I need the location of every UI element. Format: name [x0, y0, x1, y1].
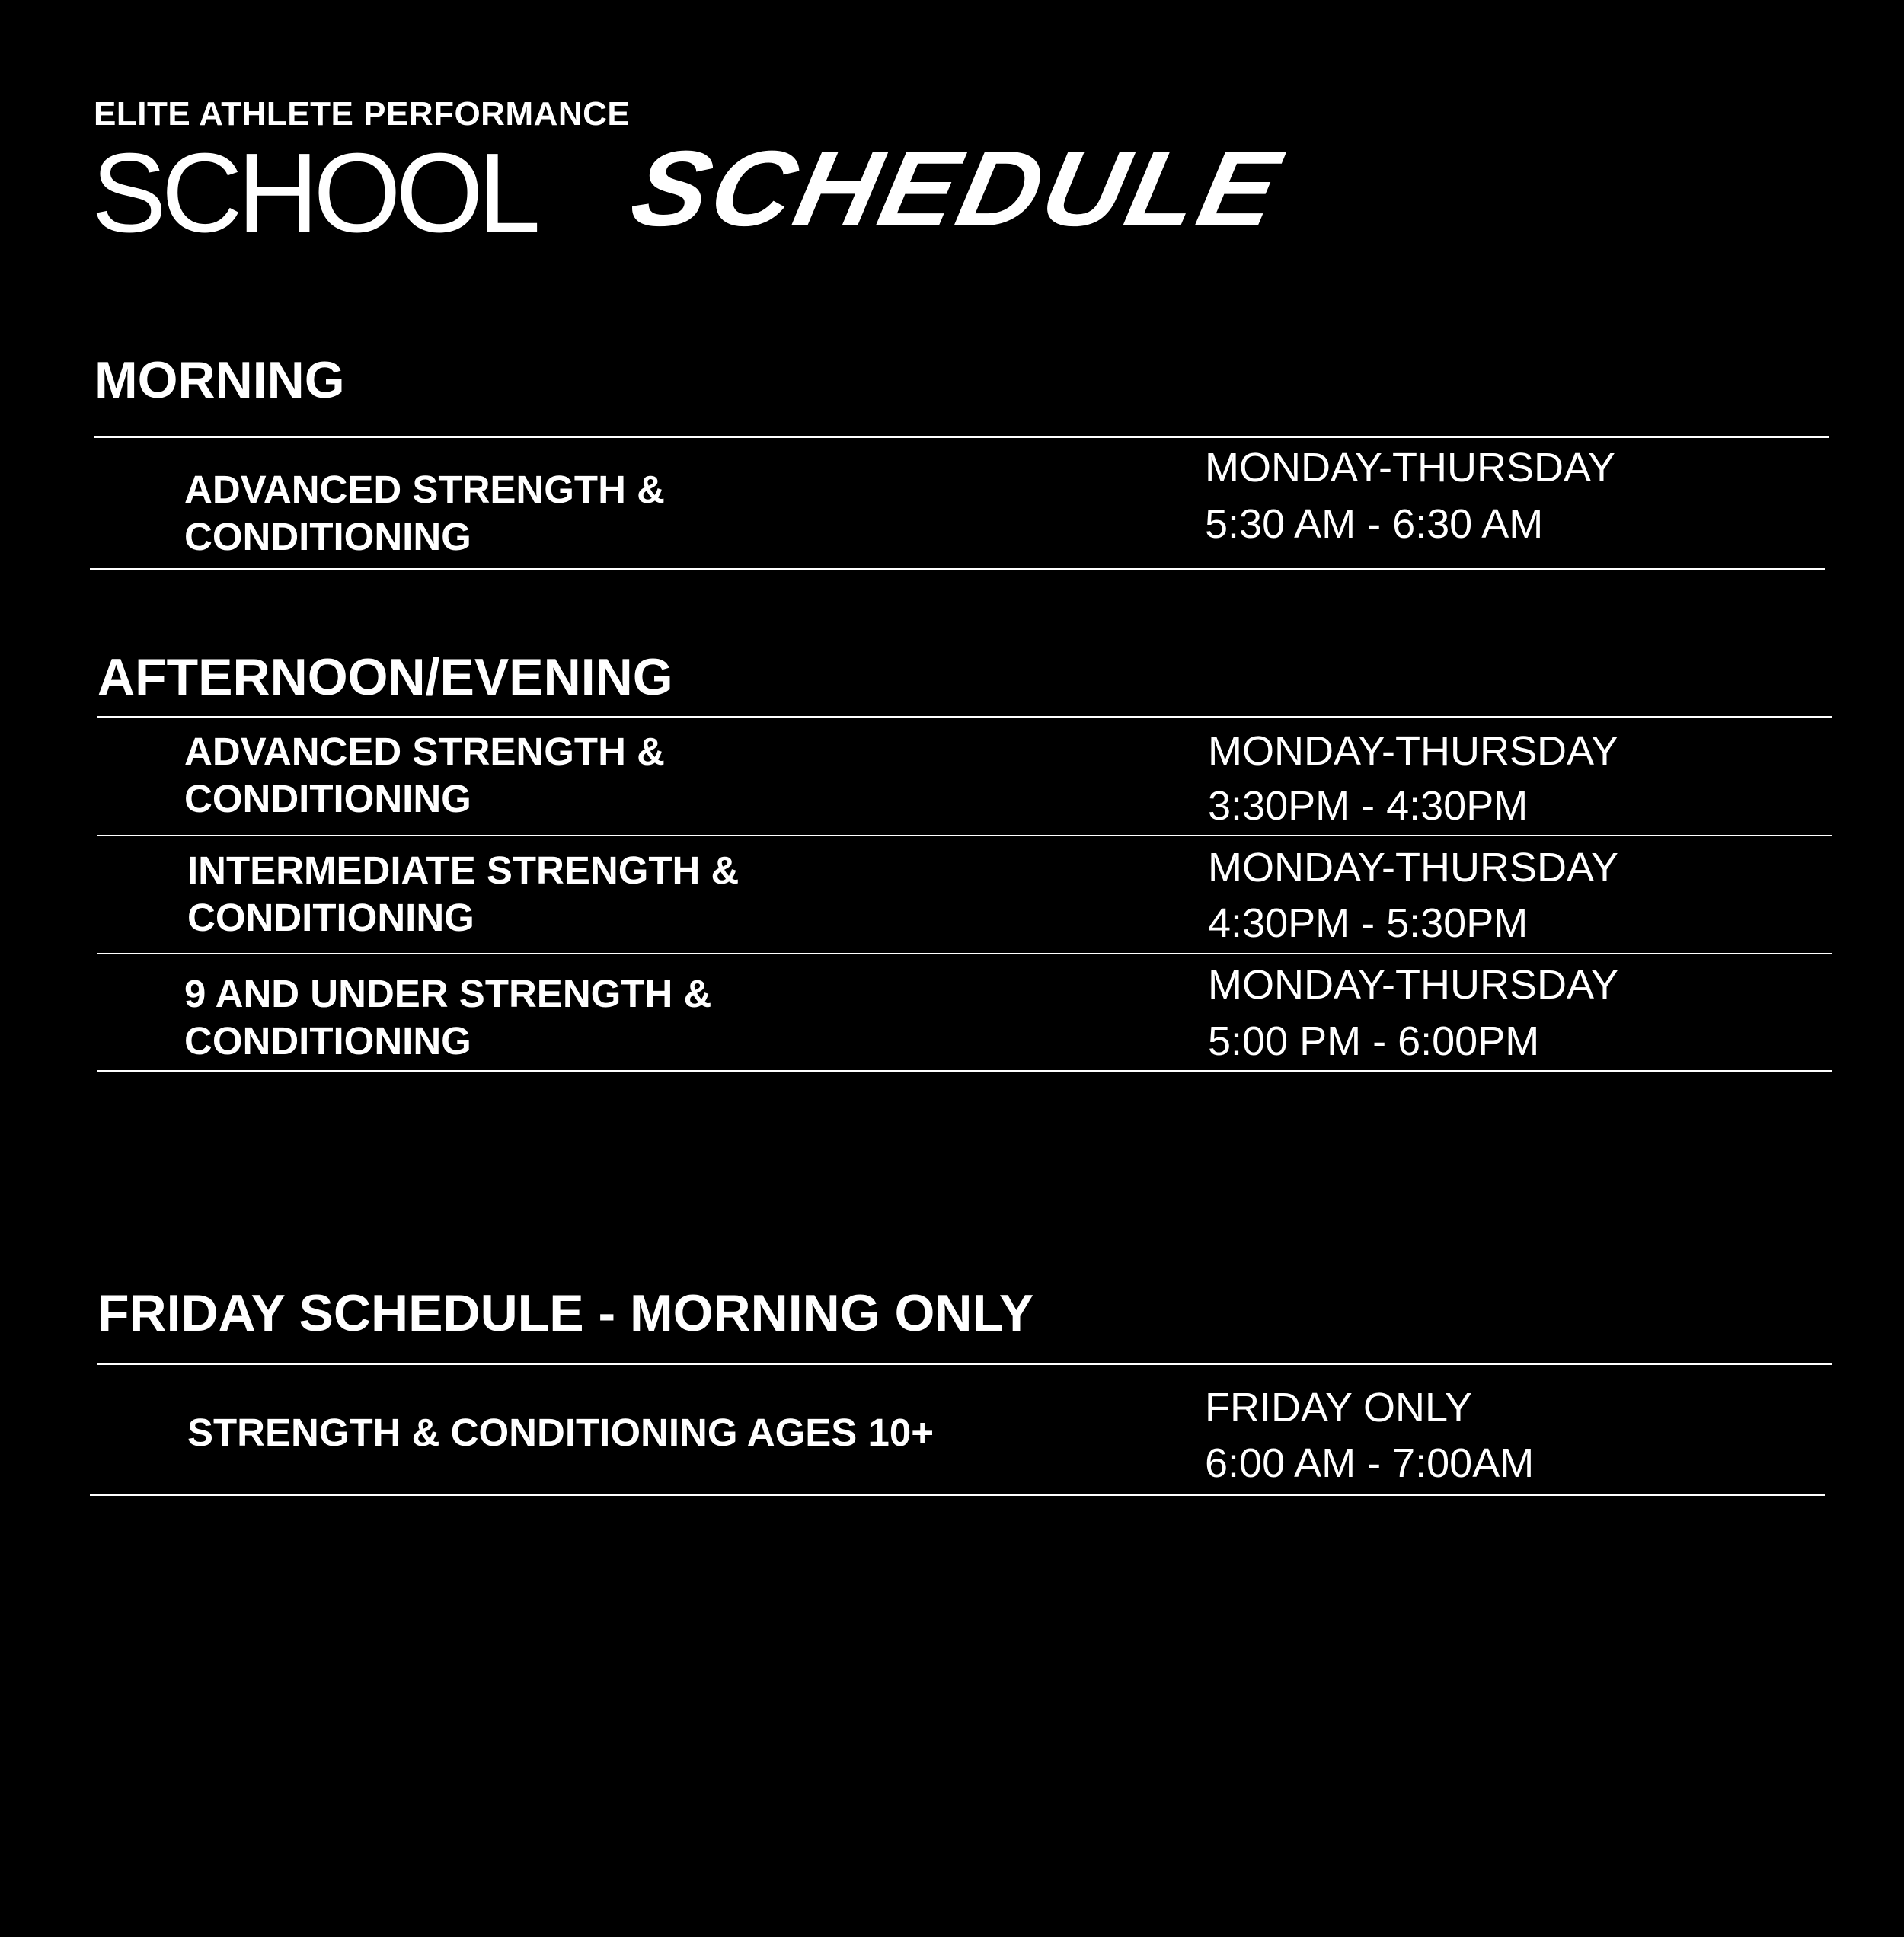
class-name-line2: CONDITIONING [184, 1019, 471, 1063]
divider [94, 436, 1829, 438]
brand-name: ELITE ATHLETE PERFORMANCE [94, 95, 631, 133]
divider [97, 1363, 1832, 1365]
class-name-line1: ADVANCED STRENGTH & [184, 730, 665, 773]
class-name: STRENGTH & CONDITIONING AGES 10+ [187, 1411, 934, 1454]
class-days: MONDAY-THURSDAY [1208, 845, 1619, 890]
class-days: MONDAY-THURSDAY [1205, 445, 1616, 491]
class-name-line2: CONDITIONING [184, 777, 471, 820]
class-name-line1: ADVANCED STRENGTH & [184, 468, 665, 511]
section-title-afternoon-evening: AFTERNOON/EVENING [97, 648, 673, 706]
divider [97, 953, 1832, 954]
title-schedule: SCHEDULE [621, 129, 1292, 249]
class-time: 5:00 PM - 6:00PM [1208, 1018, 1540, 1064]
class-days: FRIDAY ONLY [1205, 1385, 1473, 1430]
section-title-friday: FRIDAY SCHEDULE - MORNING ONLY [97, 1284, 1034, 1342]
divider [97, 1070, 1832, 1072]
class-time: 6:00 AM - 7:00AM [1205, 1440, 1535, 1486]
class-time: 5:30 AM - 6:30 AM [1205, 501, 1544, 547]
class-name-line1: 9 AND UNDER STRENGTH & [184, 972, 712, 1015]
class-days: MONDAY-THURSDAY [1208, 728, 1619, 774]
section-title-morning: MORNING [94, 351, 345, 409]
class-time: 3:30PM - 4:30PM [1208, 783, 1529, 829]
title-school: SCHOOL [91, 130, 536, 256]
divider [97, 716, 1832, 718]
divider [90, 1494, 1825, 1496]
class-name-line2: CONDITIONING [187, 896, 474, 939]
divider [97, 835, 1832, 836]
class-days: MONDAY-THURSDAY [1208, 962, 1619, 1008]
class-name-line1: INTERMEDIATE STRENGTH & [187, 849, 740, 892]
class-name-line2: CONDITIONING [184, 515, 471, 558]
divider [90, 568, 1825, 570]
class-time: 4:30PM - 5:30PM [1208, 900, 1529, 946]
